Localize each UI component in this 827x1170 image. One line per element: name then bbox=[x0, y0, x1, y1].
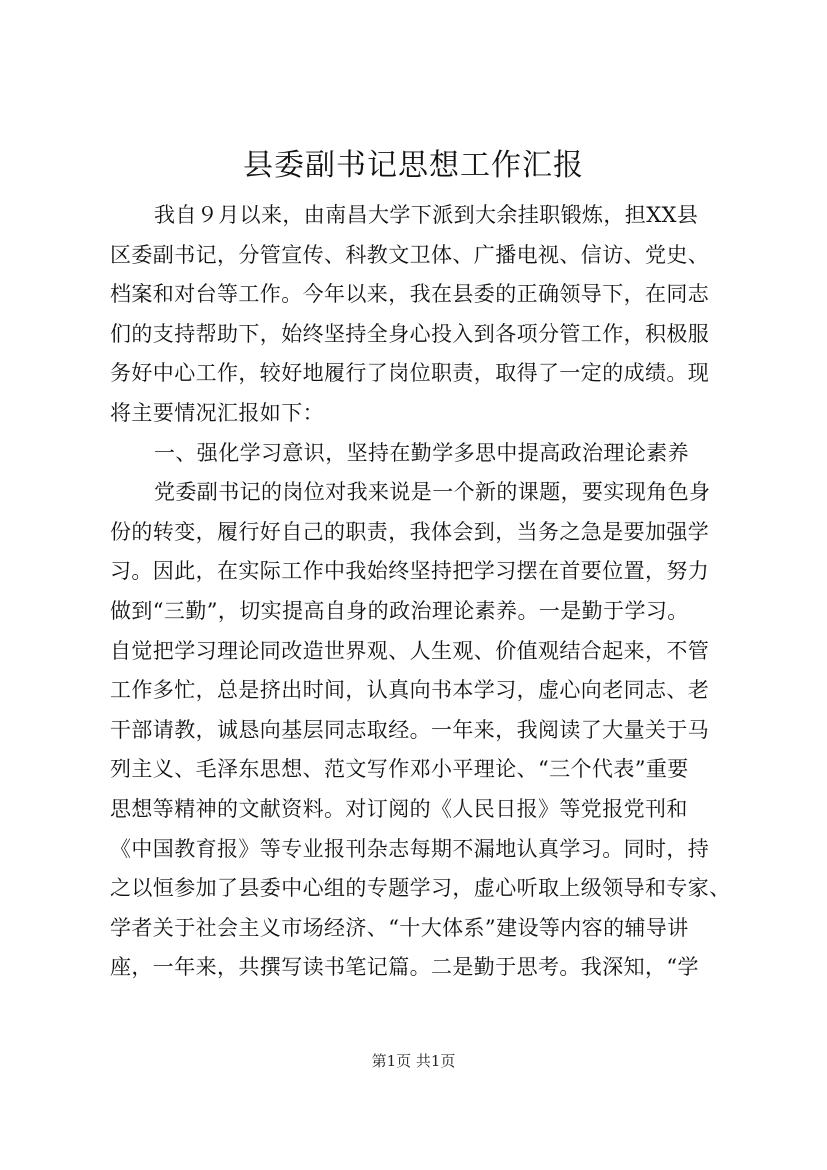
body-line: 份的转变，履行好自己的职责，我体会到，当务之急是要加强学 bbox=[110, 519, 710, 544]
body-line: 学者关于社会主义市场经济、“十大体系”建设等内容的辅导讲 bbox=[110, 915, 689, 940]
section-heading: 一、强化学习意识，坚持在勤学多思中提高政治理论素养 bbox=[154, 440, 689, 465]
body-line: 们的支持帮助下，始终坚持全身心投入到各项分管工作，积极服 bbox=[110, 321, 710, 346]
body-line: 工作多忙，总是挤出时间，认真向书本学习，虚心向老同志、老 bbox=[110, 678, 710, 703]
document-title: 县委副书记思想工作汇报 bbox=[243, 148, 584, 183]
body-line: 党委副书记的岗位对我来说是一个新的课题，要实现角色身 bbox=[154, 480, 711, 505]
body-line: 做到“三勤”，切实提高自身的政治理论素养。一是勤于学习。 bbox=[110, 598, 689, 623]
body-line: 将主要情况汇报如下： bbox=[110, 400, 324, 425]
body-line: 我自９月以来，由南昌大学下派到大余挂职锻炼，担XX县 bbox=[154, 203, 699, 227]
body-line: 务好中心工作，较好地履行了岗位职责，取得了一定的成绩。现 bbox=[110, 361, 710, 386]
body-line: 区委副书记，分管宣传、科教文卫体、广播电视、信访、党史、 bbox=[110, 242, 710, 267]
body-line: 思想等精神的文献资料。对订阅的《人民日报》等党报党刊和 bbox=[110, 796, 688, 821]
body-line: 自觉把学习理论同改造世界观、人生观、价值观结合起来，不管 bbox=[110, 638, 710, 663]
body-line: 《中国教育报》等专业报刊杂志每期不漏地认真学习。同时，持 bbox=[110, 836, 710, 861]
body-line: 干部请教，诚恳向基层同志取经。一年来，我阅读了大量关于马 bbox=[110, 717, 710, 742]
page-footer: 第1页 共1页 bbox=[371, 1052, 456, 1070]
body-line: 档案和对台等工作。今年以来，我在县委的正确领导下，在同志 bbox=[110, 282, 710, 307]
body-line: 座，一年来，共撰写读书笔记篇。二是勤于思考。我深知，“学 bbox=[110, 955, 699, 980]
body-line: 列主义、毛泽东思想、范文写作邓小平理论、“三个代表”重要 bbox=[110, 757, 689, 782]
body-line: 之以恒参加了县委中心组的专题学习，虚心听取上级领导和专家、 bbox=[110, 876, 731, 901]
body-line: 习。因此，在实际工作中我始终坚持把学习摆在首要位置，努力 bbox=[110, 559, 710, 584]
document-body bbox=[110, 196, 740, 988]
